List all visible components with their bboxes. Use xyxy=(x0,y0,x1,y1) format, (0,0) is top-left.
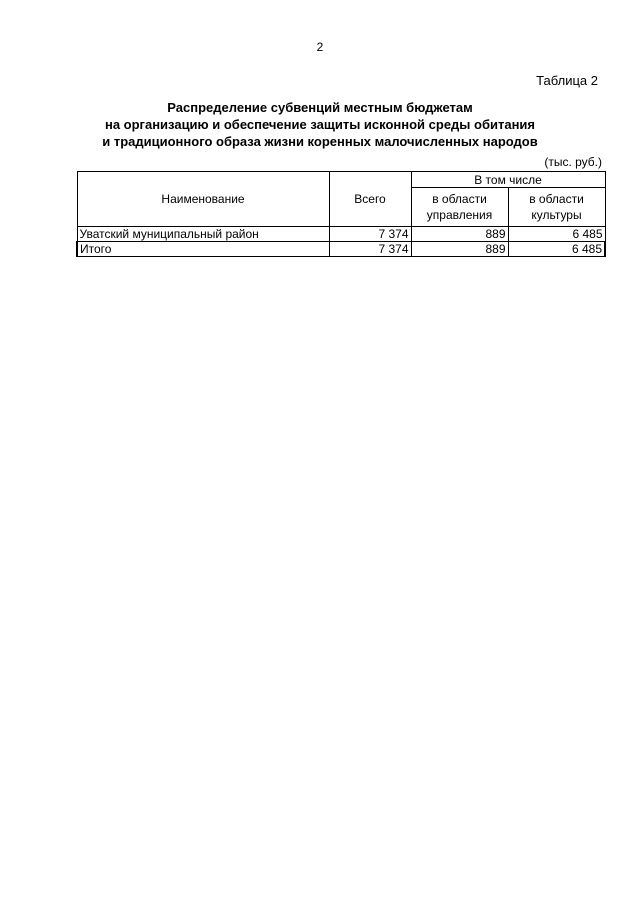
row-name: Уватский муниципальный район xyxy=(77,227,329,242)
summary-name: Итого xyxy=(77,242,329,257)
header-name: Наименование xyxy=(77,172,329,227)
document-title xyxy=(0,99,640,150)
summary-culture: 6 485 xyxy=(508,242,605,257)
table-label: Таблица 2 xyxy=(536,73,598,88)
row-total: 7 374 xyxy=(329,227,411,242)
table-row xyxy=(77,227,605,242)
title-line-2: на организацию и обеспечение защиты исконной среды обитания xyxy=(104,117,536,132)
title-line-1: Распределение субвенций местным бюджетам xyxy=(167,100,473,115)
header-group: В том числе xyxy=(411,172,605,188)
summary-management: 889 xyxy=(411,242,508,257)
header-culture: в области культуры xyxy=(508,188,605,227)
summary-row xyxy=(77,242,605,257)
row-culture: 6 485 xyxy=(508,227,605,242)
page-number: 2 xyxy=(316,40,324,54)
row-management: 889 xyxy=(411,227,508,242)
subvention-table xyxy=(76,171,606,257)
header-total: Всего xyxy=(329,172,411,227)
units-label: (тыс. руб.) xyxy=(544,155,602,169)
title-line-3: и традиционного образа жизни коренных малочисленных народов xyxy=(102,134,538,149)
header-management: в области управления xyxy=(411,188,508,227)
summary-total: 7 374 xyxy=(329,242,411,257)
